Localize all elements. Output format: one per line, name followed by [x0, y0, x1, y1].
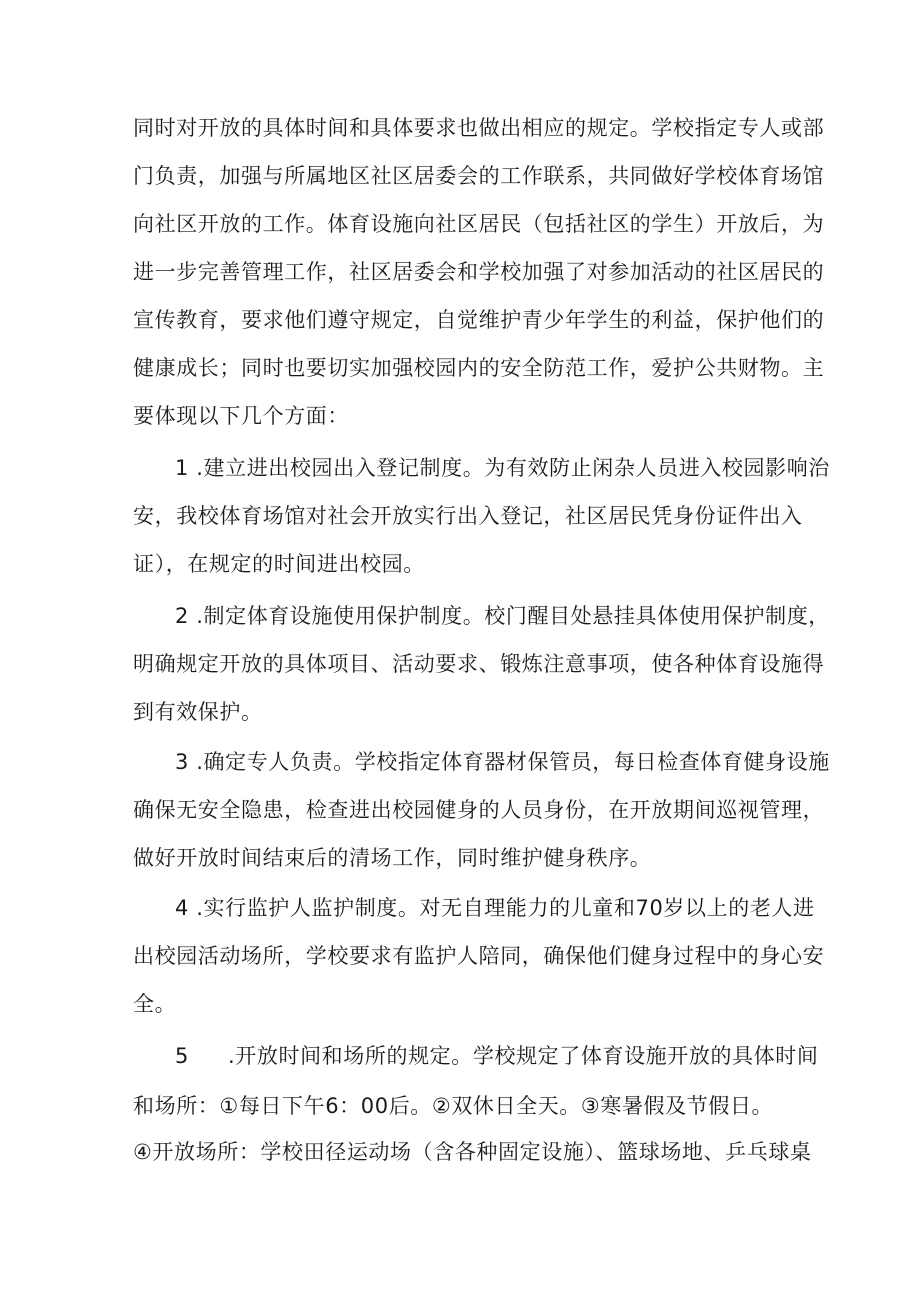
body-text-line: 向社区开放的工作。体育设施向社区居民（包括社区的学生）开放后，为 — [133, 212, 825, 236]
list-item-5-number: 5 — [175, 1044, 189, 1068]
list-item-1-line: 安，我校体育场馆对社会开放实行出入登记，社区居民凭身份证件出入 — [133, 504, 803, 528]
list-item-3-line: 确保无安全隐患，检查进出校园健身的人员身份，在开放期间巡视管理， — [133, 798, 825, 822]
list-item-2-line: 2 .制定体育设施使用保护制度。校门醒目处悬挂具体使用保护制度， — [175, 604, 830, 628]
body-text-line: 同时对开放的具体时间和具体要求也做出相应的规定。学校指定专人或部 — [133, 116, 825, 140]
list-item-2-line: 到有效保护。 — [133, 700, 263, 724]
body-text-line: 进一步完善管理工作，社区居委会和学校加强了对参加活动的社区居民的 — [133, 260, 825, 284]
list-item-1-line: 证），在规定的时间进出校园。 — [133, 552, 425, 576]
list-item-1-line: 1 .建立进出校园出入登记制度。为有效防止闲杂人员进入校园影响治 — [175, 456, 830, 480]
list-item-4-line: 4 .实行监护人监护制度。对无自理能力的儿童和70岁以上的老人进 — [175, 896, 815, 920]
list-item-2-line: 明确规定开放的具体项目、活动要求、锻炼注意事项，使各种体育设施得 — [133, 652, 825, 676]
list-item-5-line: 和场所：①每日下午6：00后。②双休日全天。③寒暑假及节假日。 — [133, 1094, 774, 1118]
body-text-line: 宣传教育，要求他们遵守规定，自觉维护青少年学生的利益，保护他们的 — [133, 308, 825, 332]
list-item-4-line: 全。 — [133, 992, 177, 1016]
body-text-line: 门负责，加强与所属地区社区居委会的工作联系，共同做好学校体育场馆 — [133, 164, 825, 188]
list-item-5-line: .开放时间和场所的规定。学校规定了体育设施开放的具体时间 — [228, 1044, 819, 1068]
body-text-line: 健康成长；同时也要切实加强校园内的安全防范工作，爱护公共财物。主 — [133, 356, 825, 380]
list-item-3-line: 做好开放时间结束后的清场工作，同时维护健身秩序。 — [133, 846, 652, 870]
list-item-5-line: ④开放场所：学校田径运动场（含各种固定设施）、篮球场地、乒乓球桌 — [133, 1140, 812, 1164]
list-item-3-line: 3 .确定专人负责。学校指定体育器材保管员，每日检查体育健身设施 — [175, 750, 830, 774]
list-item-4-line: 出校园活动场所，学校要求有监护人陪同，确保他们健身过程中的身心安 — [133, 944, 825, 968]
body-text-line: 要体现以下几个方面： — [133, 404, 349, 428]
